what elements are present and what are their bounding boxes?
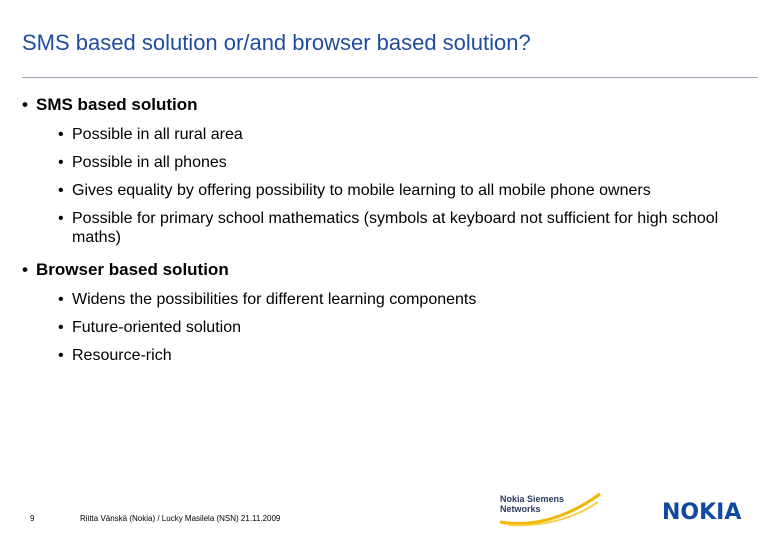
nsn-logo [480, 488, 620, 528]
section-heading-browser: • Browser based solution [22, 260, 229, 279]
list-item: • Possible in all rural area [58, 126, 243, 143]
list-item: • Possible for primary school mathematics (symbols at keyboard not sufficient for high school maths) [58, 210, 719, 246]
bullet-icon: • [58, 291, 64, 308]
bullet-icon: • [58, 126, 64, 143]
bullet-icon: • [58, 319, 64, 336]
page-number: 9 [30, 514, 35, 523]
footer-credit: Riitta Vänskä (Nokia) / Lucky Masilela (NSN) 21.11.2009 [80, 514, 281, 523]
title-divider [22, 77, 758, 78]
list-item: • Gives equality by offering possibility to mobile learning to all mobile phone owners [58, 182, 651, 199]
list-item: • Resource-rich [58, 347, 172, 364]
bullet-icon: • [58, 347, 64, 364]
list-item: • Possible in all phones [58, 154, 227, 171]
list-item: • Future-oriented solution [58, 319, 241, 336]
list-item: • Widens the possibilities for different learning components [58, 291, 477, 308]
nsn-logo-text: Nokia Siemens Networks [500, 494, 565, 514]
bullet-icon: • [58, 182, 64, 199]
bullet-icon: • [22, 95, 28, 114]
bullet-icon: • [58, 154, 64, 171]
slide-title: SMS based solution or/and browser based solution? [22, 30, 531, 55]
bullet-icon: • [58, 210, 64, 227]
section-heading-sms: • SMS based solution [22, 95, 198, 114]
bullet-icon: • [22, 260, 28, 279]
nokia-logo: NOKIA [662, 500, 742, 525]
